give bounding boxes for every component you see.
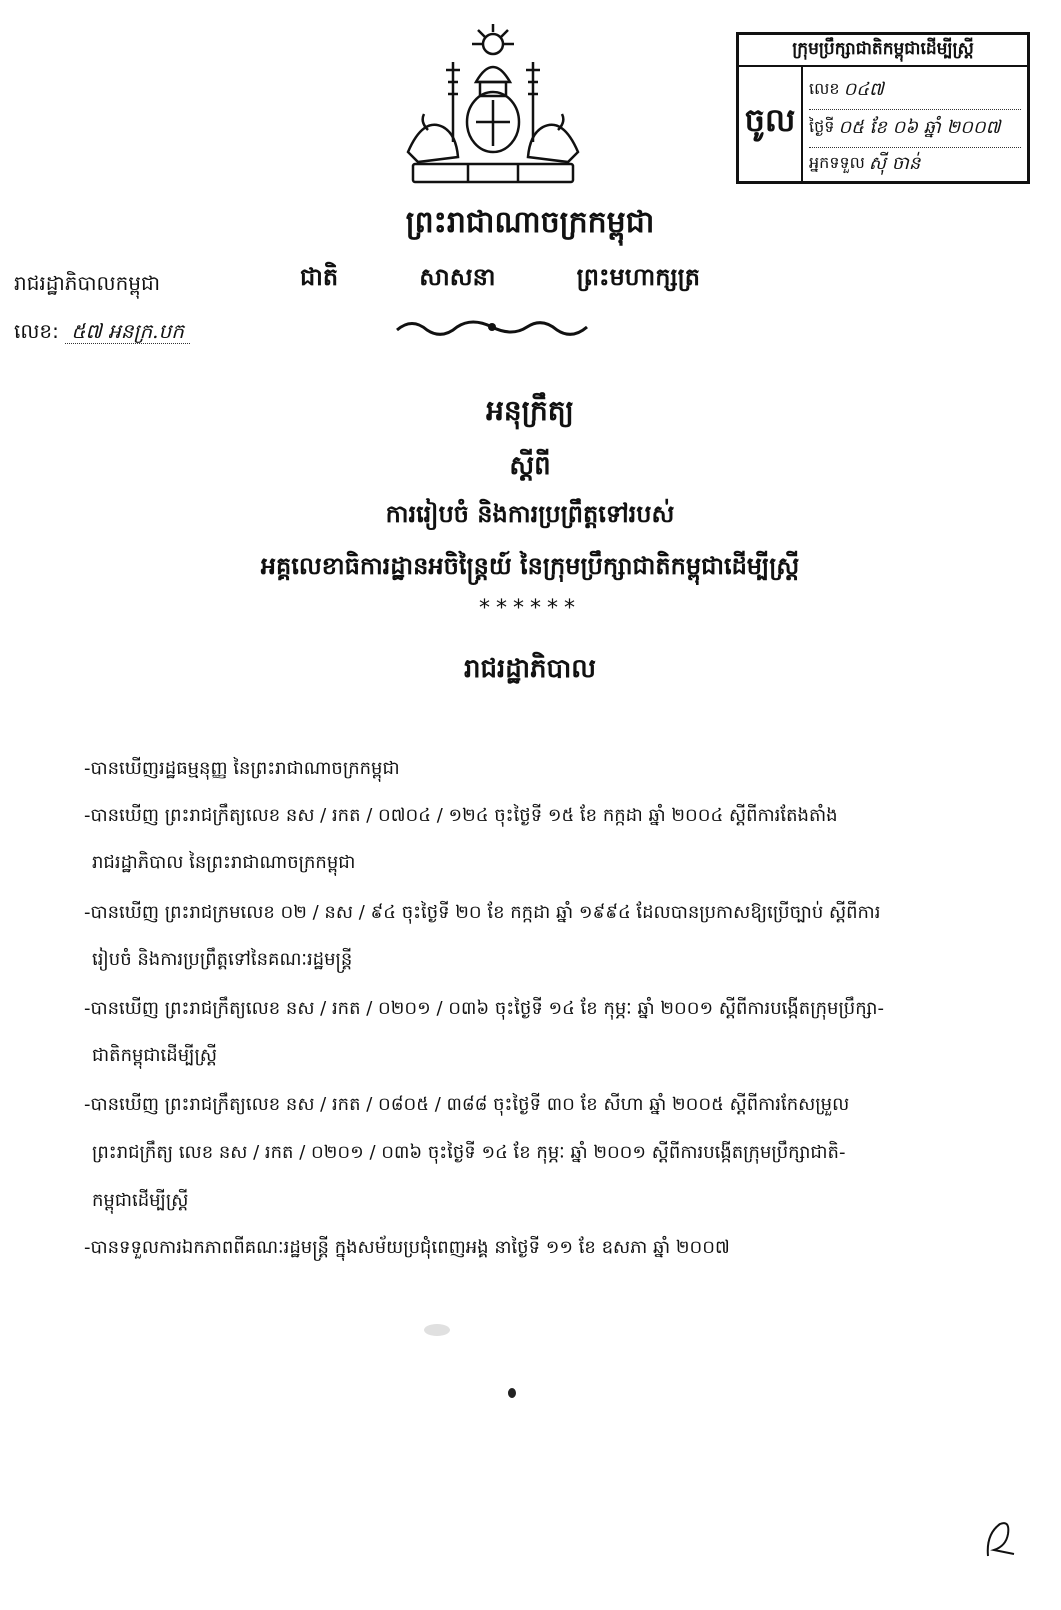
issuer-heading: រាជរដ្ឋាភិបាល <box>463 654 597 684</box>
title-separator: ****** <box>479 596 581 621</box>
national-motto <box>300 262 700 297</box>
stamp-number-row <box>809 71 1021 110</box>
body-line: រាជរដ្ឋាភិបាល នៃព្រះរាជាណាចក្រកម្ពុជា <box>92 852 356 873</box>
registration-stamp <box>736 32 1030 184</box>
stamp-date-value: ០៥ ខែ ០៦ ឆ្នាំ ២០០៧ <box>838 116 1001 138</box>
body-line: -បានឃើញ ព្រះរាជក្រឹត្យលេខ នស / រកត / ០៧០៤ / ១២៤ ចុះថ្ងៃទី ១៥ ខែ កក្កដា ឆ្នាំ ២០០៤ ស្តីពីការតែងតាំង <box>84 805 838 826</box>
body-line: -បានឃើញ ព្រះរាជក្រឹត្យលេខ នស / រកត / ០៨០៥ / ៣៨៨ ចុះថ្ងៃទី ៣០ ខែ សីហា ឆ្នាំ ២០០៥ ស្តីពីការកែសម្រួល <box>84 1094 850 1115</box>
body-line: ព្រះរាជក្រឹត្យ លេខ នស / រកត / ០២០១ / ០៣៦ ចុះថ្ងៃទី ១៤ ខែ កុម្ភៈ ឆ្នាំ ២០០១ ស្តីពីការបង្កើតក្រុមប្រឹក្សាជាតិ- <box>92 1142 846 1163</box>
title-regarding: ស្តីពី <box>509 451 551 481</box>
stamp-receiver-row <box>809 145 1021 183</box>
stamp-date-row <box>809 109 1021 148</box>
stamp-header: ក្រុមប្រឹក្សាជាតិកម្ពុជាដើម្បីស្ត្រី <box>739 35 1027 67</box>
document-type-title: អនុក្រឹត្យ <box>486 394 574 427</box>
motto-king: ព្រះមហាក្សត្រ <box>576 263 700 291</box>
stamp-receiver-value: ស៊ី ចាន់ <box>868 152 921 174</box>
title-subject-line-2: អគ្គលេខាធិការដ្ឋានអចិន្ត្រៃយ៍ នៃក្រុមប្រឹក្សាជាតិកម្ពុជាដើម្បីស្ត្រី <box>260 552 800 580</box>
body-line: ជាតិកម្ពុជាដើម្បីស្ត្រី <box>92 1045 217 1066</box>
issuing-government: រាជរដ្ឋាភិបាលកម្ពុជា <box>14 271 160 295</box>
body-line: -បានឃើញរដ្ឋធម្មនុញ្ញ នៃព្រះរាជាណាចក្រកម្ពុជា <box>84 758 400 779</box>
document-number <box>14 318 190 348</box>
stamp-number-value: ០៤៧ <box>843 78 884 100</box>
kingdom-name: ព្រះរាជាណាចក្រកម្ពុជា <box>405 205 655 240</box>
body-line: -បានទទួលការឯកភាពពីគណៈរដ្ឋមន្ត្រី ក្នុងសម័យប្រជុំពេញអង្គ នាថ្ងៃទី ១១ ខែ ឧសភា ឆ្នាំ ២០០៧ <box>84 1237 730 1258</box>
stamp-number-label: លេខ <box>809 79 840 98</box>
royal-coat-of-arms-icon <box>398 22 588 190</box>
body-line: -បានឃើញ ព្រះរាជក្រមលេខ ០២ / នស / ៩៤ ចុះថ្ងៃទី ២០ ខែ កក្កដា ឆ្នាំ ១៩៩៤ ដែលបានប្រកាសឱ្យប្រើច្បាប់ ស្តីពីការ <box>84 902 881 923</box>
stamp-receiver-label: អ្នកទទួល <box>809 153 865 172</box>
handwritten-page-mark-icon <box>980 1514 1020 1564</box>
body-line: កម្ពុជាដើម្បីស្ត្រី <box>92 1190 189 1211</box>
title-subject-line-1: ការរៀបចំ និងការប្រព្រឹត្តទៅរបស់ <box>385 500 675 528</box>
stamp-date-label: ថ្ងៃទី <box>809 117 835 136</box>
document-number-label: លេខ: <box>14 319 59 343</box>
scan-smudge <box>424 1324 450 1336</box>
motto-nation: ជាតិ <box>300 263 339 291</box>
body-line: -បានឃើញ ព្រះរាជក្រឹត្យលេខ នស / រកត / ០២០១ / ០៣៦ ចុះថ្ងៃទី ១៤ ខែ កុម្ភៈ ឆ្នាំ ២០០១ ស្តីពីការបង្កើតក្រុមប្រឹក្សា- <box>84 998 884 1019</box>
document-number-value: ៥៧ អនក្រ.បក <box>65 319 190 344</box>
decorative-ornament-icon <box>392 312 592 342</box>
scan-dot <box>508 1388 516 1398</box>
motto-religion: សាសនា <box>419 263 496 291</box>
body-line: រៀបចំ និងការប្រព្រឹត្តទៅនៃគណៈរដ្ឋមន្ត្រី <box>92 949 353 970</box>
stamp-incoming-label: ចូល <box>739 65 803 181</box>
